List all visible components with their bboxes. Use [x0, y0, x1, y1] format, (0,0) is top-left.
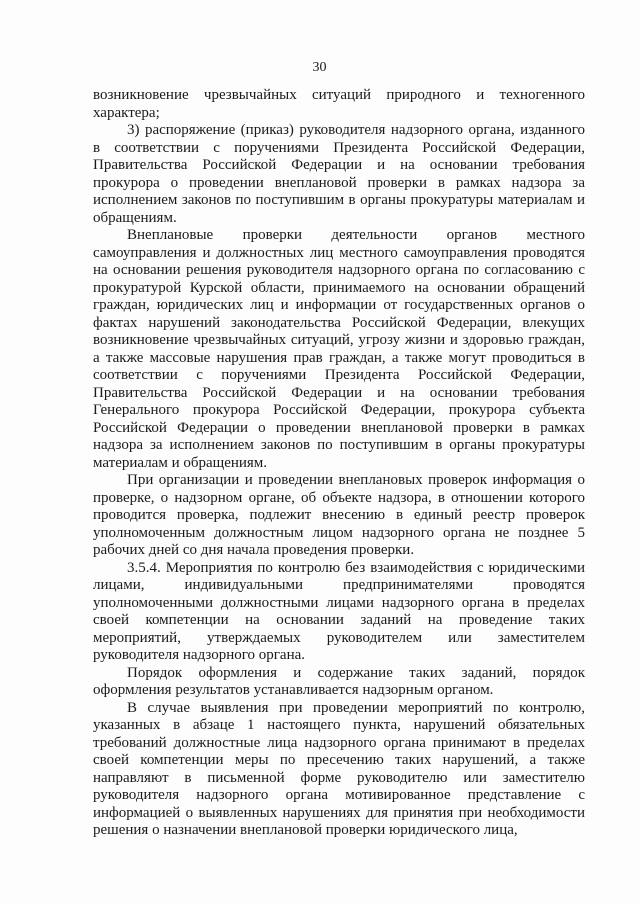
paragraph-3: Внеплановые проверки деятельности органов местного самоуправления и должностных лиц местного самоуправления проводятся на основании решения руководителя надзорного органа по согласованию с прокуратурой Курской области, принимаемого на основании обращений граждан, юридических лиц и информации от государственных органов о фактах нарушений законодательства Российской Федерации, влекущих возникновение чрезвычайных ситуаций, угрозу жизни и здоровью граждан, а также массовые нарушения прав граждан, а также могут проводиться в соответствии с поручениями Президента Российской Федерации, Правительства Российской Федерации и на основании требования Генерального прокурора Российской Федерации, прокурора субъекта Российской Федерации о проведении внеплановой проверки в рамках надзора за исполнением законов по поступившим в органы прокуратуры материалам и обращениям.	[93, 227, 585, 471]
paragraph-5: 3.5.4. Мероприятия по контролю без взаимодействия с юридическими лицами, индивидуальными предпринимателями проводятся уполномоченными должностными лицами надзорного органа в пределах своей компетенции на основании заданий на проведение таких мероприятий, утверждаемых руководителем или заместителем руководителя надзорного органа.	[93, 559, 585, 663]
paragraph-1: возникновение чрезвычайных ситуаций природного и техногенного характера;	[93, 87, 585, 121]
paragraph-7: В случае выявления при проведении мероприятий по контролю, указанных в абзаце 1 настоящего пункта, нарушений обязательных требований должностные лица надзорного органа принимают в пределах своей компетенции меры по пресечению таких нарушений, а также направляют в письменной форме руководителю или заместителю руководителя надзорного органа мотивированное представление с информацией о выявленных нарушениях для принятия при необходимости решения о назначении внеплановой проверки юридического лица,	[93, 699, 585, 838]
paragraph-4: При организации и проведении внеплановых проверок информация о проверке, о надзорном органе, об объекте надзора, в отношении которого проводится проверка, подлежит внесению в единый реестр проверок уполномоченным должностным лицом надзорного органа не позднее 5 рабочих дней со дня начала проведения проверки.	[93, 472, 585, 558]
paragraph-2: 3) распоряжение (приказ) руководителя надзорного органа, изданного в соответствии с поручениями Президента Российской Федерации, Правительства Российской Федерации и на основании требования прокурора о проведении внеплановой проверки в рамках надзора за исполнением законов по поступившим в органы прокуратуры материалам и обращениям.	[93, 122, 585, 226]
document-body	[93, 87, 585, 840]
page-number: 30	[312, 60, 327, 75]
paragraph-6: Порядок оформления и содержание таких заданий, порядок оформления результатов устанавливается надзорным органом.	[93, 664, 585, 698]
